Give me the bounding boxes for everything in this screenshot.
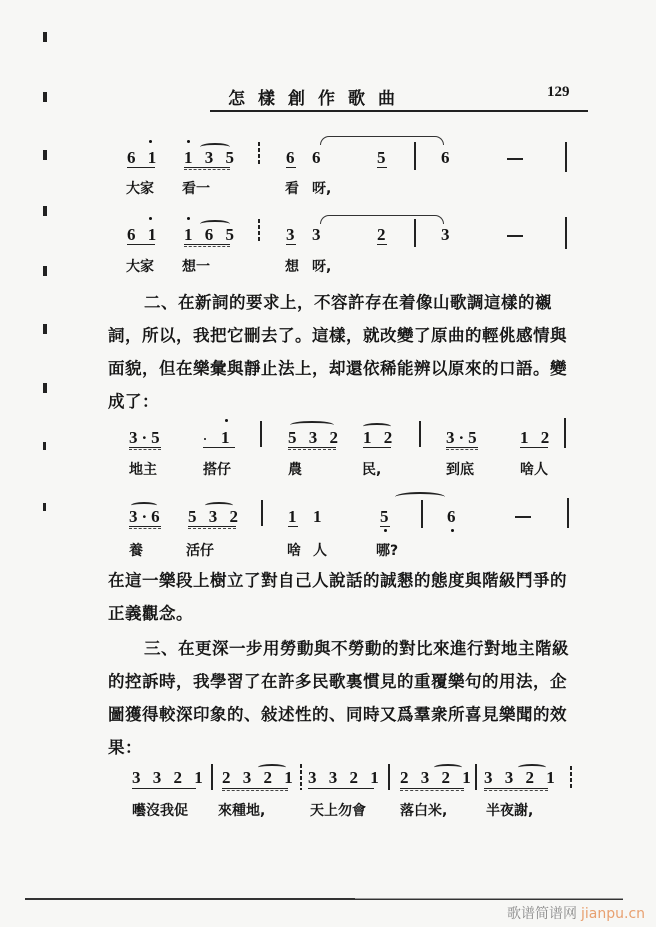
note: 3 xyxy=(441,225,454,244)
note-group: 6 1 xyxy=(127,225,161,244)
note: 5 xyxy=(377,148,390,167)
note-group: 5 3 2 xyxy=(288,428,342,447)
lyric: 啥 xyxy=(287,543,301,559)
watermark-en: jianpu.cn xyxy=(581,906,646,922)
watermark-cn: 歌谱简谱网 xyxy=(507,906,577,922)
slur xyxy=(434,764,462,771)
measure-notes: 3 3 2 1 xyxy=(308,768,383,787)
extension-dash xyxy=(507,158,523,160)
barline xyxy=(258,219,260,243)
lyric: 半夜謝, xyxy=(486,803,534,819)
slur xyxy=(258,764,286,771)
lyric: 哪? xyxy=(376,543,399,559)
lyric: 農 xyxy=(288,462,302,478)
barline xyxy=(414,142,416,170)
note-group: 1 6 5 xyxy=(184,225,238,244)
binding-mark xyxy=(43,32,47,42)
lyric: 想 xyxy=(285,259,299,275)
watermark xyxy=(507,903,645,923)
barline xyxy=(211,764,213,790)
note: 3 xyxy=(312,225,325,244)
note: 2 xyxy=(377,225,390,244)
lyric: 啥人 xyxy=(520,462,548,478)
lyric: 民, xyxy=(362,462,382,478)
underline xyxy=(203,447,235,448)
barline xyxy=(475,764,477,790)
barline xyxy=(414,219,416,247)
double-underline xyxy=(484,788,548,791)
binding-mark xyxy=(43,150,47,160)
barline xyxy=(261,500,263,526)
barline-end xyxy=(565,142,567,172)
footer-rule xyxy=(25,898,623,900)
lyric: 大家 xyxy=(126,181,154,197)
barline xyxy=(300,764,302,790)
page-number: 129 xyxy=(547,84,570,100)
slur xyxy=(200,220,230,228)
binding-mark xyxy=(43,324,47,334)
lyric: 呀, xyxy=(312,259,332,275)
double-underline xyxy=(188,526,236,529)
note: 1 xyxy=(288,507,301,526)
binding-mark xyxy=(43,503,46,511)
underline xyxy=(380,526,390,527)
double-underline xyxy=(400,788,464,791)
note: 1 xyxy=(313,507,326,526)
underline xyxy=(377,167,387,168)
barline xyxy=(258,142,260,166)
lyric: 天上勿會 xyxy=(310,803,366,819)
binding-mark xyxy=(43,92,47,102)
underline xyxy=(127,244,155,245)
underline xyxy=(363,447,391,448)
paragraph-commentary: 在這一樂段上樹立了對自己人說話的誠懇的態度與階級鬥爭的正義觀念。 xyxy=(108,571,567,623)
underline xyxy=(286,244,296,245)
binding-mark xyxy=(43,206,47,216)
note-group: 5 3 2 xyxy=(188,507,242,526)
lyric: 活仔 xyxy=(186,543,214,559)
underline xyxy=(308,788,374,789)
underline xyxy=(286,167,296,168)
double-underline xyxy=(129,526,161,529)
lyric: 搭仔 xyxy=(203,462,231,478)
binding-mark xyxy=(43,383,47,393)
slur xyxy=(205,502,233,509)
note-group: 3·5 xyxy=(129,428,164,447)
note: 3 xyxy=(286,225,299,244)
double-underline xyxy=(288,447,336,450)
lyric: 看一 xyxy=(182,181,210,197)
lyric: 人 xyxy=(313,543,327,559)
running-header-title: 怎樣創作歌曲 xyxy=(228,89,408,109)
binding-mark xyxy=(43,266,47,276)
high-octave-dot xyxy=(149,217,152,220)
lyric: 來種地, xyxy=(218,803,266,819)
measure-notes: 3 3 2 1 xyxy=(484,768,559,787)
barline-end xyxy=(570,766,572,790)
lyric: 呀, xyxy=(312,181,332,197)
low-octave-dot xyxy=(384,529,387,532)
extension-dash xyxy=(515,516,531,518)
barline-end xyxy=(565,217,567,249)
lyric: 養 xyxy=(129,543,143,559)
note-group: 3·5 xyxy=(446,428,481,447)
note: 6 xyxy=(312,148,325,167)
slur xyxy=(363,423,391,430)
slur xyxy=(200,143,230,151)
underline xyxy=(127,167,155,168)
binding-mark xyxy=(43,442,46,450)
note-group: 6 1 xyxy=(127,148,161,167)
paragraph-section-3: 三、在更深一步用勞動與不勞動的對比來進行對地主階級的控訴時，我學習了在許多民歌裏慣見的重覆樂句的用法，企圖獲得較深印象的、敍述性的、同時又爲羣衆所喜見樂聞的效果： xyxy=(108,639,569,757)
barline xyxy=(564,418,566,448)
slur xyxy=(131,502,157,509)
note: 1 xyxy=(221,428,234,447)
underline xyxy=(288,526,298,527)
slur xyxy=(518,764,546,771)
note-group: 1 3 5 xyxy=(184,148,238,167)
note: 5 xyxy=(380,507,393,526)
note: 6 xyxy=(447,507,460,526)
header-rule xyxy=(210,110,588,112)
lyric: 大家 xyxy=(126,259,154,275)
low-octave-dot xyxy=(451,529,454,532)
lyric: 地主 xyxy=(129,462,157,478)
measure-notes: 2 3 2 1 xyxy=(400,768,475,787)
barline xyxy=(421,500,423,528)
lyric: 看 xyxy=(285,181,299,197)
barline xyxy=(388,764,390,790)
double-underline xyxy=(129,447,161,450)
high-octave-dot xyxy=(225,419,228,422)
extension-dash xyxy=(507,235,523,237)
paragraph-section-2: 二、在新詞的要求上，不容許存在着像山歌調這樣的襯詞，所以，我把它刪去了。這樣，就改變了原曲的輕佻感情與面貌，但在樂彙與靜止法上，却還依稀能辨以原來的口語。變成了： xyxy=(108,293,567,411)
barline xyxy=(419,421,421,447)
note-group: 3·6 xyxy=(129,507,164,526)
double-underline xyxy=(222,788,288,791)
note-group: 1 2 xyxy=(520,428,554,447)
barline-end xyxy=(567,498,569,528)
dot xyxy=(204,438,206,440)
double-underline xyxy=(184,167,230,170)
lyric: 想一 xyxy=(182,259,210,275)
note-group: 1 2 xyxy=(363,428,397,447)
note: 6 xyxy=(441,148,454,167)
tie xyxy=(320,215,444,224)
double-underline xyxy=(446,447,478,450)
lyric: 到底 xyxy=(446,462,474,478)
tie xyxy=(395,492,445,502)
high-octave-dot xyxy=(149,140,152,143)
underline xyxy=(520,447,548,448)
high-octave-dot xyxy=(187,217,190,220)
measure-notes: 3 3 2 1 xyxy=(132,768,207,787)
underline xyxy=(132,788,196,789)
double-underline xyxy=(184,244,230,247)
slur xyxy=(290,421,334,429)
barline xyxy=(260,421,262,447)
tie xyxy=(320,136,444,145)
underline xyxy=(377,244,387,245)
note: 6 xyxy=(286,148,299,167)
high-octave-dot xyxy=(187,140,190,143)
lyric: 落白米, xyxy=(400,803,448,819)
measure-notes: 2 3 2 1 xyxy=(222,768,297,787)
lyric: 囈沒我促 xyxy=(132,803,188,819)
